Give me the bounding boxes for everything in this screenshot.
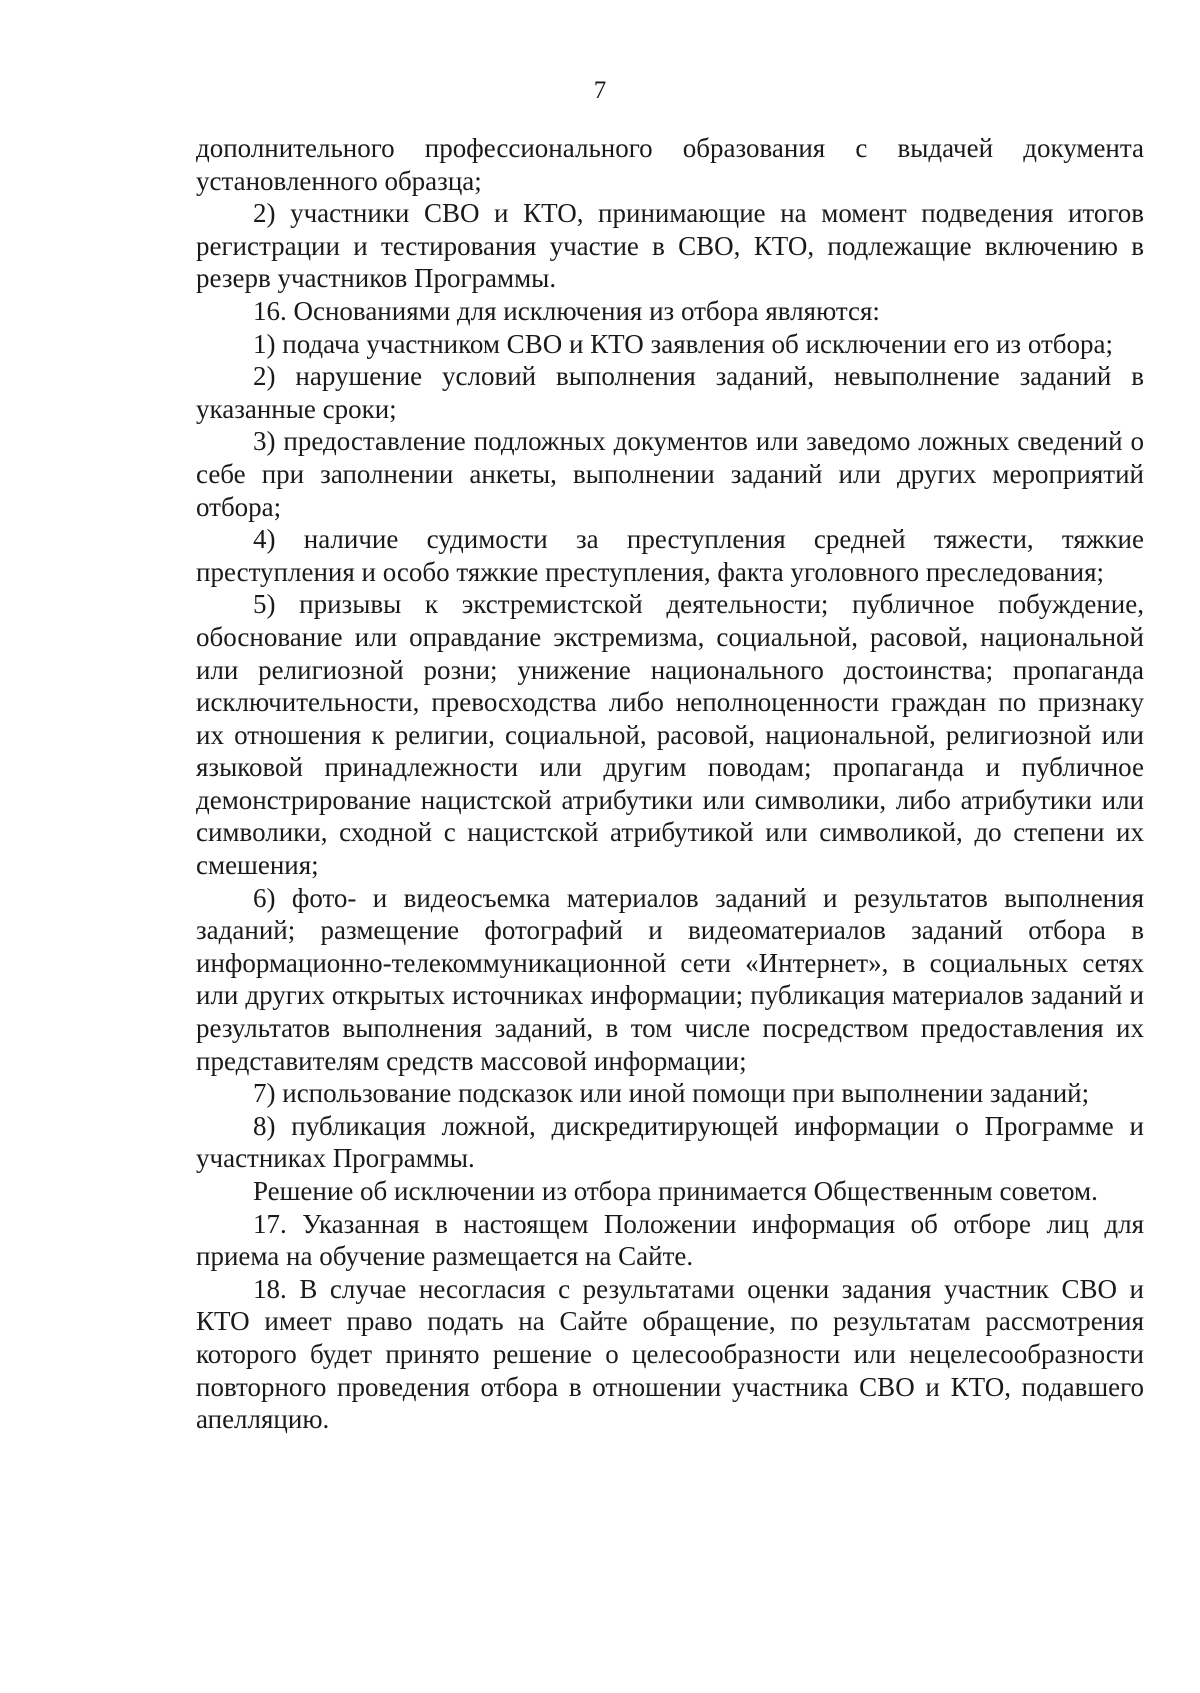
section-16-heading: 16. Основаниями для исключения из отбора являются: (253, 295, 880, 326)
exclusion-item-8: 8) публикация ложной, дискредитирующей информации о Программе и участниках Программы. (196, 1110, 1144, 1174)
paragraph-continuation: дополнительного профессионального образования с выдачей документа установленного образца; (196, 133, 1144, 196)
exclusion-decision-paragraph: Решение об исключении из отбора принимается Общественным советом. (253, 1176, 1098, 1206)
document-body (196, 132, 1144, 1436)
exclusion-item-5: 5) призывы к экстремистской деятельности; публичное побуждение, обоснование или оправдание экстремизма, социальной, расовой, национальной или религиозной розни; унижение национального достоинства; пропаганда исключительности, превосходства либо неполноценности граждан по признаку их отношения к религии, социальной, расовой, национальной, религиозной или языковой принадлежности или другим поводам; пропаганда и публичное демонстрирование нацистской атрибутики или символики, либо атрибутики или символики, сходной с нацистской атрибутикой или символикой, до степени их смешения; (196, 589, 1144, 881)
exclusion-item-1: 1) подача участником СВО и КТО заявления об исключении его из отбора; (253, 328, 1114, 359)
list-item-2-participants-reserve: 2) участники СВО и КТО, принимающие на момент подведения итогов регистрации и тестирования участие в СВО, КТО, подлежащие включению в резерв участников Программы. (196, 198, 1144, 294)
section-17-paragraph: 17. Указанная в настоящем Положении информация об отборе лиц для приема на обучение размещается на Сайте. (196, 1208, 1144, 1272)
exclusion-item-2: 2) нарушение условий выполнения заданий, невыполнение заданий в указанные сроки; (196, 361, 1144, 424)
page-number: 7 (593, 77, 607, 104)
section-18-paragraph: 18. В случае несогласия с результатами оценки задания участник СВО и КТО имеет право подать на Сайте обращение, по результатам рассмотрения которого будет принято решение о целесообразности или нецелесообразности повторного проведения отбора в отношении участника СВО и КТО, подавшего апелляцию. (196, 1273, 1144, 1435)
exclusion-item-4: 4) наличие судимости за преступления средней тяжести, тяжкие преступления и особо тяжкие преступления, факта уголовного преследования; (196, 524, 1144, 587)
exclusion-item-7: 7) использование подсказок или иной помощи при выполнении заданий; (253, 1078, 1090, 1109)
exclusion-item-6: 6) фото- и видеосъемка материалов заданий и результатов выполнения заданий; размещение фотографий и видеоматериалов заданий отбора в информационно-телекоммуникационной сети «Интернет», в социальных сетях или других открытых источниках информации; публикация материалов заданий и результатов выполнения заданий, в том числе посредством предоставления их представителям средств массовой информации; (196, 882, 1144, 1076)
exclusion-item-3: 3) предоставление подложных документов или заведомо ложных сведений о себе при заполнении анкеты, выполнении заданий или других мероприятий отбора; (196, 426, 1144, 522)
